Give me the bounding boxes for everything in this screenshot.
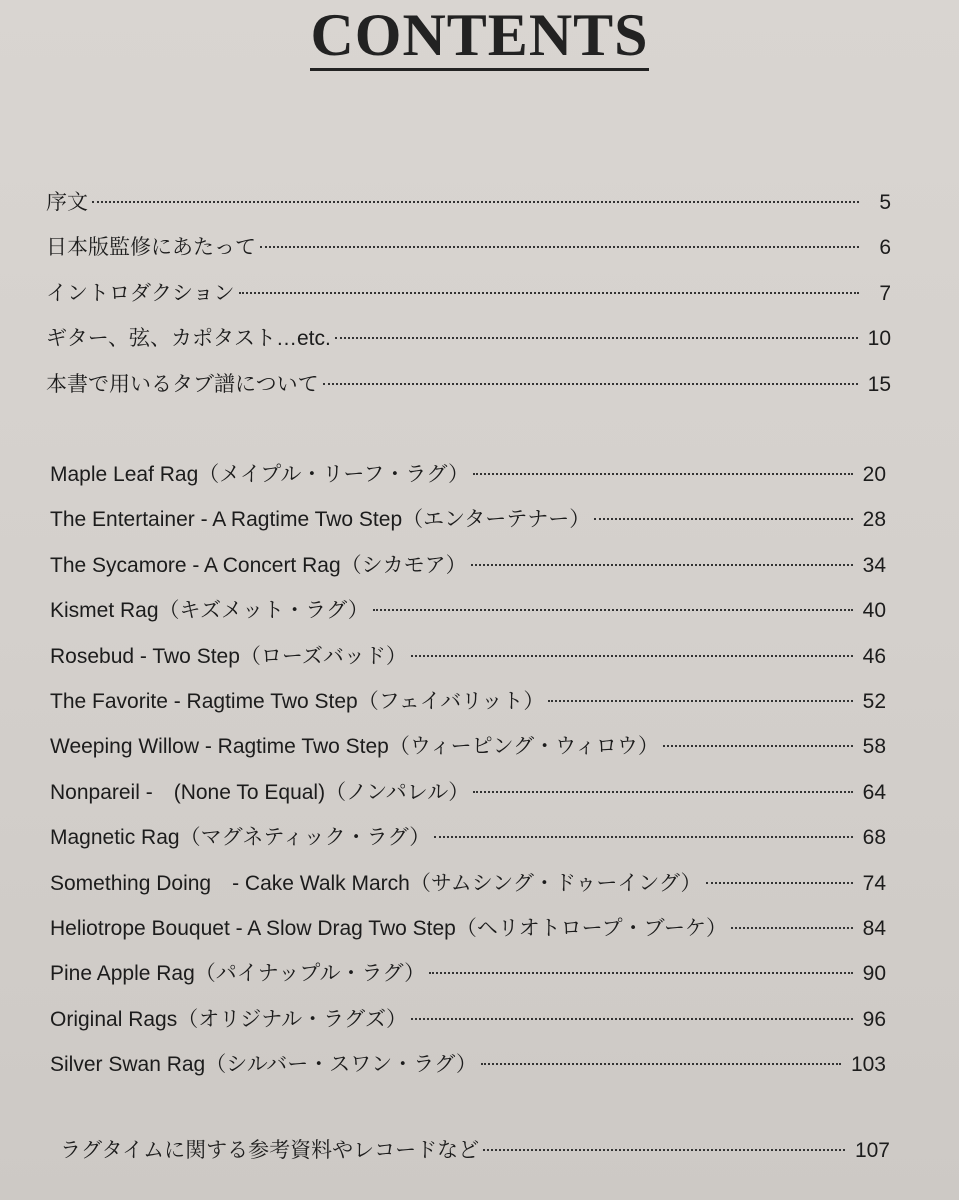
toc-entry-title: 序文 bbox=[46, 191, 88, 214]
toc-entry bbox=[50, 815, 886, 860]
dot-leader bbox=[323, 383, 858, 385]
toc-reference-section bbox=[60, 1128, 890, 1173]
toc-entry-title: Something Doing - Cake Walk March（サムシング・ドゥーイング） bbox=[50, 871, 702, 895]
toc-entry bbox=[46, 271, 891, 316]
toc-entry-page-number: 6 bbox=[879, 236, 891, 260]
toc-entry bbox=[60, 1128, 890, 1173]
toc-entry-page-number: 40 bbox=[862, 599, 886, 623]
dot-leader bbox=[481, 1063, 841, 1065]
toc-entry-page-number: 74 bbox=[862, 871, 886, 895]
toc-entry bbox=[50, 951, 886, 996]
toc-entry bbox=[46, 180, 891, 225]
dot-leader bbox=[548, 700, 852, 702]
dot-leader bbox=[260, 246, 859, 248]
toc-entry-page-number: 15 bbox=[867, 372, 891, 396]
toc-entry-page-number: 107 bbox=[854, 1139, 890, 1162]
toc-entry-title: Magnetic Rag（マグネティック・ラグ） bbox=[50, 826, 431, 850]
toc-entry-page-number: 46 bbox=[862, 644, 886, 668]
toc-entry-title: 本書で用いるタブ譜について bbox=[46, 372, 319, 396]
toc-entry-page-number: 64 bbox=[862, 780, 886, 804]
dot-leader bbox=[663, 745, 853, 747]
toc-entry-page-number: 20 bbox=[862, 463, 886, 486]
toc-entry bbox=[50, 861, 886, 906]
toc-entry-title: ギター、弦、カポタスト…etc. bbox=[46, 327, 331, 351]
dot-leader bbox=[411, 1018, 853, 1020]
toc-entry-page-number: 5 bbox=[879, 191, 891, 214]
dot-leader bbox=[335, 337, 858, 339]
toc-entry-page-number: 68 bbox=[862, 826, 886, 850]
toc-entry-page-number: 58 bbox=[862, 735, 886, 759]
toc-entry-title: Rosebud - Two Step（ローズバッド） bbox=[50, 644, 407, 668]
page-title: CONTENTS bbox=[310, 4, 648, 71]
toc-entry-title: ラグタイムに関する参考資料やレコードなど bbox=[60, 1139, 480, 1162]
toc-entry-title: Maple Leaf Rag（メイプル・リーフ・ラグ） bbox=[50, 463, 469, 486]
toc-entry-page-number: 103 bbox=[850, 1053, 886, 1077]
toc-entry bbox=[50, 452, 886, 497]
toc-entry-page-number: 34 bbox=[862, 553, 886, 577]
dot-leader bbox=[483, 1149, 845, 1151]
toc-entry bbox=[50, 543, 886, 588]
toc-entry-title: The Sycamore - A Concert Rag（シカモア） bbox=[50, 553, 467, 577]
toc-entry-title: The Favorite - Ragtime Two Step（フェイバリット） bbox=[50, 689, 545, 713]
dot-leader bbox=[473, 791, 852, 793]
toc-entry-title: 日本版監修にあたって bbox=[46, 236, 256, 260]
toc-entry-title: Weeping Willow - Ragtime Two Step（ウィーピング・ウィロウ） bbox=[50, 735, 659, 759]
toc-entry bbox=[50, 497, 886, 542]
dot-leader bbox=[411, 655, 853, 657]
toc-entry-title: Original Rags（オリジナル・ラグズ） bbox=[50, 1007, 407, 1031]
dot-leader bbox=[434, 836, 852, 838]
dot-leader bbox=[473, 473, 853, 475]
toc-entry bbox=[50, 679, 886, 724]
toc-entry bbox=[50, 1042, 886, 1087]
toc-songs-section bbox=[50, 452, 886, 1087]
toc-entry-page-number: 96 bbox=[862, 1007, 886, 1031]
toc-entry-page-number: 28 bbox=[862, 508, 886, 532]
dot-leader bbox=[429, 972, 852, 974]
toc-entry-title: Heliotrope Bouquet - A Slow Drag Two Step（ヘリオトロープ・ブーケ） bbox=[50, 916, 727, 940]
toc-intro-section bbox=[46, 180, 891, 407]
toc-entry bbox=[50, 588, 886, 633]
toc-entry bbox=[46, 225, 891, 270]
toc-entry bbox=[50, 997, 886, 1042]
dot-leader bbox=[731, 927, 853, 929]
toc-entry bbox=[46, 362, 891, 407]
dot-leader bbox=[594, 518, 852, 520]
toc-entry bbox=[50, 906, 886, 951]
toc-entry-title: Pine Apple Rag（パイナップル・ラグ） bbox=[50, 962, 426, 986]
toc-entry-page-number: 7 bbox=[879, 281, 891, 305]
dot-leader bbox=[92, 201, 859, 203]
toc-entry bbox=[46, 316, 891, 361]
toc-entry bbox=[50, 724, 886, 769]
dot-leader bbox=[706, 882, 853, 884]
toc-entry-title: イントロダクション bbox=[46, 281, 235, 305]
dot-leader bbox=[239, 292, 859, 294]
toc-entry bbox=[50, 634, 886, 679]
title-area bbox=[0, 4, 959, 71]
toc-entry-page-number: 52 bbox=[862, 689, 886, 713]
toc-entry-title: The Entertainer - A Ragtime Two Step（エンターテナー） bbox=[50, 508, 591, 532]
toc-entry-page-number: 10 bbox=[867, 327, 891, 351]
toc-entry-page-number: 90 bbox=[862, 962, 886, 986]
toc-entry-title: Silver Swan Rag（シルバー・スワン・ラグ） bbox=[50, 1053, 477, 1077]
toc-entry-title: Nonpareil - (None To Equal)（ノンパレル） bbox=[50, 780, 470, 804]
toc-entry-title: Kismet Rag（キズメット・ラグ） bbox=[50, 599, 369, 623]
toc-entry bbox=[50, 770, 886, 815]
dot-leader bbox=[373, 609, 853, 611]
dot-leader bbox=[471, 564, 853, 566]
toc-entry-page-number: 84 bbox=[862, 916, 886, 940]
